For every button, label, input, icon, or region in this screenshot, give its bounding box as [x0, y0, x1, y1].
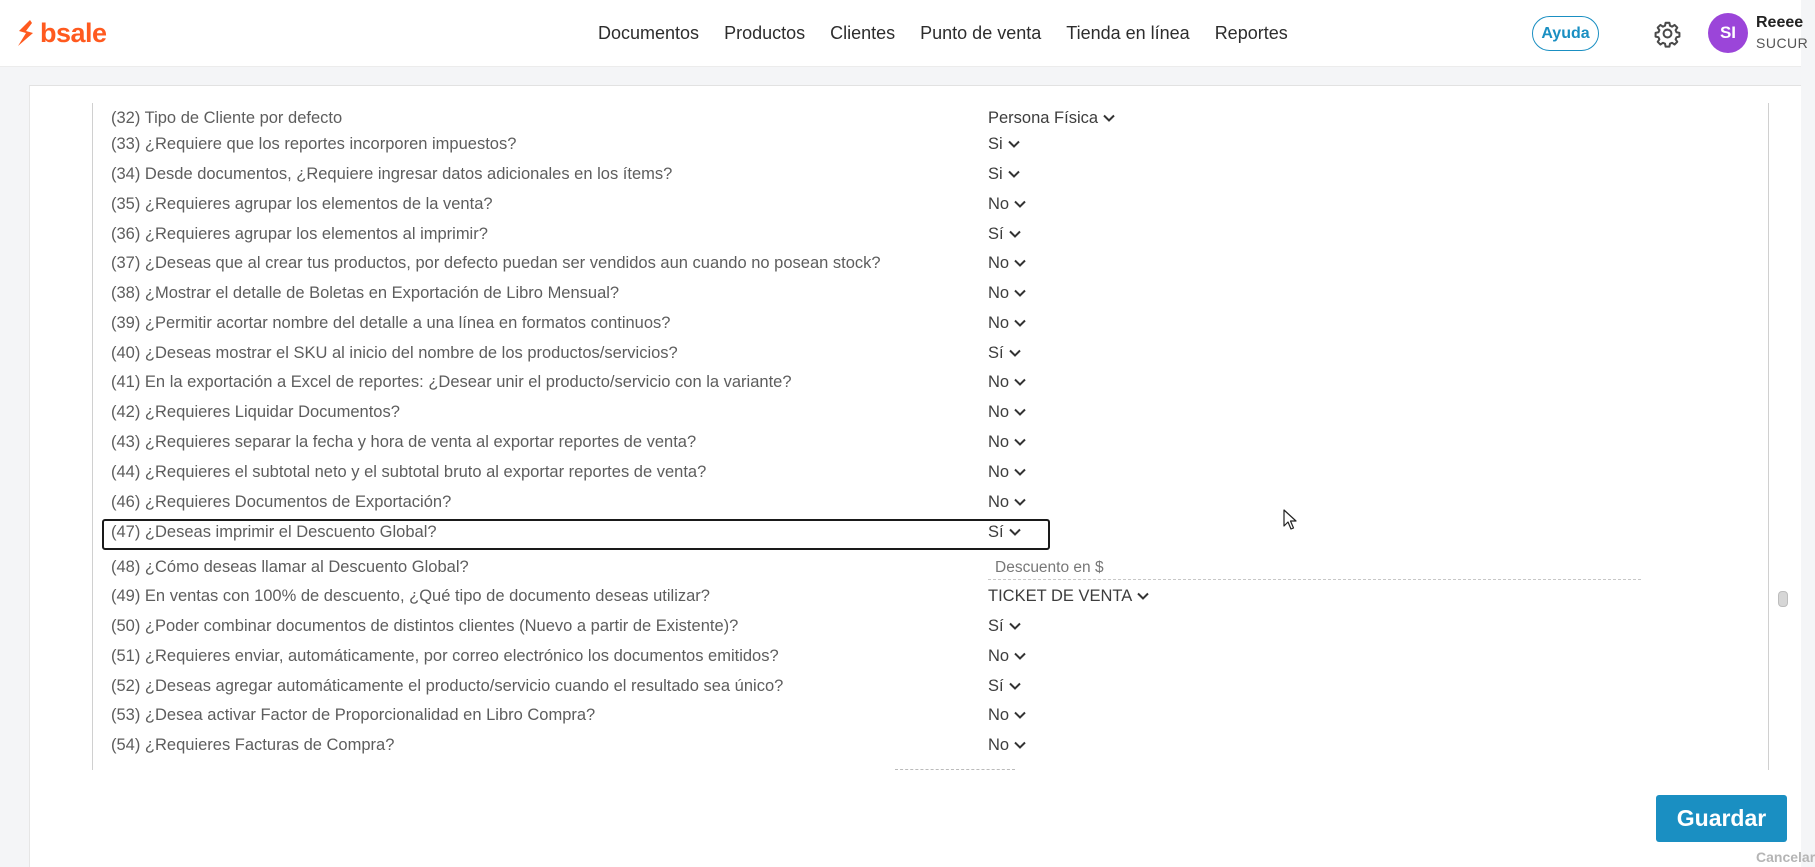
- setting-question: (52) ¿Deseas agregar automáticamente el producto/servicio cuando el resultado sea único?: [111, 677, 784, 695]
- setting-value: Si: [988, 135, 1003, 153]
- setting-value: No: [988, 284, 1010, 302]
- setting-question: (41) En la exportación a Excel de reportes: ¿Desear unir el producto/servicio con la variante?: [111, 373, 792, 391]
- setting-question: (46) ¿Requieres Documentos de Exportación?: [111, 493, 452, 511]
- setting-question: (44) ¿Requieres el subtotal neto y el subtotal bruto al exportar reportes de venta?: [111, 463, 707, 481]
- nav-productos[interactable]: Productos: [724, 23, 806, 43]
- setting-select[interactable]: [988, 522, 1021, 542]
- scrollbar-thumb[interactable]: [1778, 591, 1788, 607]
- setting-question: (34) Desde documentos, ¿Requiere ingresar datos adicionales en los ítems?: [111, 165, 673, 183]
- setting-select[interactable]: [988, 313, 1026, 333]
- setting-value: No: [988, 254, 1010, 272]
- setting-question: (42) ¿Requieres Liquidar Documentos?: [111, 403, 400, 421]
- setting-value: Persona Física: [988, 109, 1099, 127]
- nav-clientes[interactable]: Clientes: [830, 23, 896, 43]
- setting-value: No: [988, 314, 1010, 332]
- setting-question: (32) Tipo de Cliente por defecto: [111, 109, 343, 127]
- cancel-link[interactable]: Cancelar: [1756, 849, 1815, 865]
- setting-row-51: [93, 641, 1693, 671]
- top-navigation-bar: [0, 0, 1809, 67]
- setting-value: No: [988, 493, 1010, 511]
- next-row-partial: [895, 769, 1015, 771]
- gear-icon[interactable]: [1654, 20, 1681, 47]
- nav-reportes[interactable]: Reportes: [1214, 23, 1288, 43]
- setting-value: No: [988, 403, 1010, 421]
- setting-value: No: [988, 647, 1010, 665]
- setting-select[interactable]: [988, 108, 1115, 128]
- setting-question: (51) ¿Requieres enviar, automáticamente, por correo electrónico los documentos emitidos?: [111, 647, 779, 665]
- setting-value: Sí: [988, 344, 1004, 362]
- chevron-down-icon: [1009, 682, 1021, 690]
- user-name[interactable]: Reeee: [1756, 14, 1804, 31]
- chevron-down-icon: [1014, 438, 1026, 446]
- setting-row-40: [93, 338, 1693, 368]
- chevron-down-icon: [1008, 140, 1020, 148]
- setting-row-41: [93, 367, 1693, 397]
- setting-row-39: [93, 308, 1693, 338]
- bsale-logo-text: bsale: [40, 17, 107, 48]
- setting-row-46: [93, 487, 1693, 517]
- setting-row-54: [93, 730, 1693, 760]
- chevron-down-icon: [1009, 349, 1021, 357]
- user-avatar[interactable]: SI: [1708, 13, 1748, 53]
- setting-question: (48) ¿Cómo deseas llamar al Descuento Global?: [111, 558, 469, 576]
- nav-documentos[interactable]: Documentos: [598, 23, 700, 43]
- setting-row-36: [93, 219, 1693, 249]
- setting-question: (50) ¿Poder combinar documentos de distintos clientes (Nuevo a partir de Existente)?: [111, 617, 739, 635]
- setting-select[interactable]: [988, 164, 1020, 184]
- chevron-down-icon: [1009, 622, 1021, 630]
- setting-question: (43) ¿Requieres separar la fecha y hora de venta al exportar reportes de venta?: [111, 433, 697, 451]
- setting-row-52: [93, 671, 1693, 701]
- setting-select[interactable]: [988, 432, 1026, 452]
- chevron-down-icon: [1009, 230, 1021, 238]
- setting-value: Si: [988, 165, 1003, 183]
- save-button[interactable]: Guardar: [1656, 795, 1787, 842]
- setting-value: No: [988, 195, 1010, 213]
- setting-question: (49) En ventas con 100% de descuento, ¿Qué tipo de documento deseas utilizar?: [111, 587, 710, 605]
- setting-row-34: [93, 159, 1693, 189]
- chevron-down-icon: [1014, 200, 1026, 208]
- setting-select[interactable]: [988, 616, 1021, 636]
- main-nav: [598, 22, 1313, 44]
- setting-row-48: [93, 552, 1693, 582]
- setting-select[interactable]: [988, 402, 1026, 422]
- setting-question: (35) ¿Requieres agrupar los elementos de la venta?: [111, 195, 493, 213]
- bsale-logo-icon: [16, 19, 36, 47]
- chevron-down-icon: [1014, 652, 1026, 660]
- chevron-down-icon: [1014, 259, 1026, 267]
- nav-tienda-en-linea[interactable]: Tienda en línea: [1066, 23, 1190, 43]
- setting-value: TICKET DE VENTA: [988, 587, 1133, 605]
- setting-row-47: [93, 517, 1693, 547]
- setting-question: (54) ¿Requieres Facturas de Compra?: [111, 736, 395, 754]
- setting-select[interactable]: [988, 224, 1021, 244]
- setting-row-35: [93, 189, 1693, 219]
- setting-question: (39) ¿Permitir acortar nombre del detalle a una línea en formatos continuos?: [111, 314, 671, 332]
- setting-row-33: [93, 129, 1693, 159]
- setting-select[interactable]: [988, 343, 1021, 363]
- setting-value: Sí: [988, 523, 1004, 541]
- setting-row-53: [93, 700, 1693, 730]
- setting-row-44: [93, 457, 1693, 487]
- setting-select[interactable]: [988, 646, 1026, 666]
- nav-punto-de-venta[interactable]: Punto de venta: [920, 23, 1042, 43]
- chevron-down-icon: [1014, 498, 1026, 506]
- setting-select[interactable]: [988, 705, 1026, 725]
- setting-row-42: [93, 397, 1693, 427]
- chevron-down-icon: [1014, 378, 1026, 386]
- setting-select[interactable]: [988, 194, 1026, 214]
- setting-value: No: [988, 736, 1010, 754]
- setting-select[interactable]: [988, 735, 1026, 755]
- setting-question: (53) ¿Desea activar Factor de Proporcionalidad en Libro Compra?: [111, 706, 596, 724]
- setting-value: Sí: [988, 225, 1004, 243]
- help-button[interactable]: Ayuda: [1532, 16, 1599, 51]
- setting-select[interactable]: [988, 492, 1026, 512]
- setting-select[interactable]: [988, 676, 1021, 696]
- setting-select[interactable]: [988, 462, 1026, 482]
- setting-value: Sí: [988, 677, 1004, 695]
- descuento-global-name-input[interactable]: [988, 556, 1641, 580]
- user-branch: SUCUR: [1756, 35, 1809, 51]
- setting-question: (40) ¿Deseas mostrar el SKU al inicio del nombre de los productos/servicios?: [111, 344, 678, 362]
- setting-value: No: [988, 706, 1010, 724]
- chevron-down-icon: [1014, 408, 1026, 416]
- setting-value: No: [988, 433, 1010, 451]
- mouse-cursor-icon: [1283, 509, 1297, 531]
- chevron-down-icon: [1008, 170, 1020, 178]
- setting-row-38: [93, 278, 1693, 308]
- setting-value: No: [988, 463, 1010, 481]
- setting-select[interactable]: [988, 253, 1026, 273]
- setting-value: Sí: [988, 617, 1004, 635]
- setting-row-50: [93, 611, 1693, 641]
- setting-value: No: [988, 373, 1010, 391]
- chevron-down-icon: [1014, 741, 1026, 749]
- chevron-down-icon: [1137, 592, 1149, 600]
- chevron-down-icon: [1009, 528, 1021, 536]
- setting-select[interactable]: [988, 134, 1020, 154]
- chevron-down-icon: [1014, 289, 1026, 297]
- setting-question: (37) ¿Deseas que al crear tus productos, por defecto puedan ser vendidos aun cuando no posean stock?: [111, 254, 881, 272]
- setting-select[interactable]: [988, 586, 1149, 606]
- setting-question: (33) ¿Requiere que los reportes incorporen impuestos?: [111, 135, 517, 153]
- setting-row-49: [93, 581, 1693, 611]
- setting-question: (38) ¿Mostrar el detalle de Boletas en Exportación de Libro Mensual?: [111, 284, 620, 302]
- chevron-down-icon: [1014, 319, 1026, 327]
- setting-row-43: [93, 427, 1693, 457]
- bsale-logo[interactable]: [16, 18, 107, 48]
- setting-select[interactable]: [988, 372, 1026, 392]
- chevron-down-icon: [1103, 114, 1115, 122]
- setting-question: (36) ¿Requieres agrupar los elementos al imprimir?: [111, 225, 488, 243]
- chevron-down-icon: [1014, 468, 1026, 476]
- setting-row-37: [93, 248, 1693, 278]
- settings-list: [92, 103, 1769, 770]
- setting-select[interactable]: [988, 283, 1026, 303]
- setting-question: (47) ¿Deseas imprimir el Descuento Global?: [111, 523, 437, 541]
- chevron-down-icon: [1014, 711, 1026, 719]
